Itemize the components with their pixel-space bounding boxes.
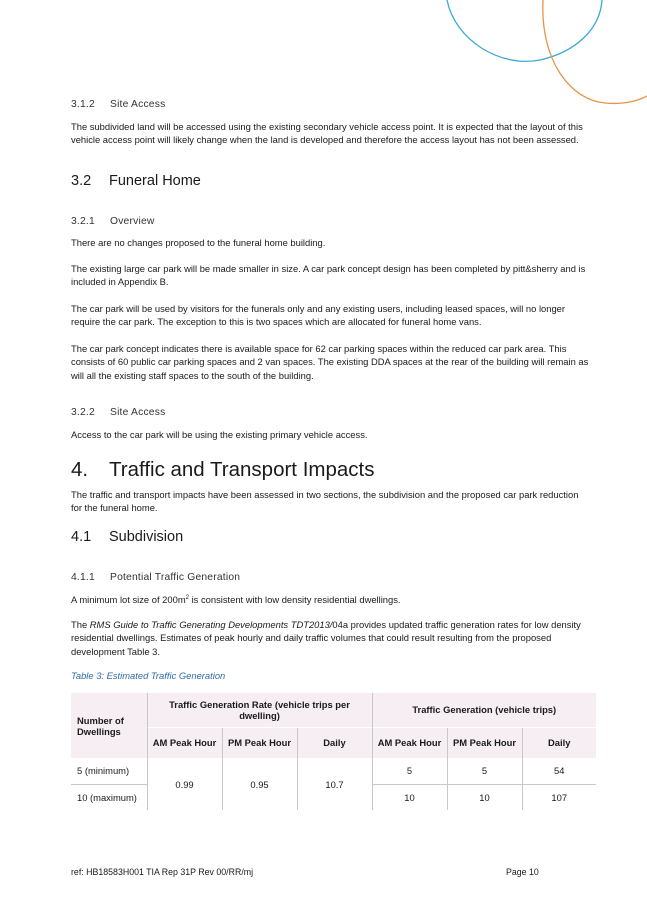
header-rate-daily: Daily: [297, 727, 372, 758]
heading-4-1: 4.1 Subdivision: [71, 529, 184, 545]
heading-3-2: 3.2 Funeral Home: [71, 173, 201, 189]
cell-dwellings: 10 (maximum): [77, 791, 137, 803]
heading-3-2-2: 3.2.2 Site Access: [71, 407, 166, 418]
orange-arc: [543, 0, 647, 103]
paragraph-no-changes: There are no changes proposed to the funeral home building.: [71, 237, 326, 248]
cell-gen-pm: 10: [447, 784, 522, 810]
heading-3-2-1: 3.2.1 Overview: [71, 216, 155, 227]
header-gen-pm-peak: PM Peak Hour: [447, 727, 522, 758]
heading-4-1-1: 4.1.1 Potential Traffic Generation: [71, 572, 241, 583]
decorative-arcs: [0, 0, 647, 110]
cell-gen-pm: 5: [447, 758, 522, 784]
header-generation-rate: Traffic Generation Rate (vehicle trips per dwelling): [147, 693, 372, 727]
cell-dwellings: 5 (minimum): [77, 765, 130, 777]
heading-4: 4. Traffic and Transport Impacts: [71, 458, 375, 481]
paragraph-lot-size: A minimum lot size of $200m^2$ is consistent with low density residential dwellings.: [71, 594, 401, 605]
paragraph-car-park-concept: The car park concept indicates there is available space for 62 car parking spaces within the reduced car park area. This consists of 60 public car parking spaces and 2 van spaces. The existing DDA spaces at the rear of the building will remain as will all the existing staff spaces to the south of the building.: [71, 343, 589, 381]
header-gen-daily: Daily: [522, 727, 596, 758]
paragraph-rms-guide: The RMS Guide to Traffic Generating Developments TDT2013/04a provides updated traffic generation rates for low density residential dwellings. Estimates of peak hourly and daily traffic volumes that could result resulting from the proposed development Table 3.: [71, 619, 581, 657]
paragraph-car-park-access: Access to the car park will be using the existing primary vehicle access.: [71, 429, 368, 440]
paragraph-car-park-use: The car park will be used by visitors for the funerals only and any existing users, including leased spaces, will no longer require the car park. The exception to this is two spaces which are allocated for funeral home vans.: [71, 303, 566, 328]
traffic-generation-table: [71, 693, 596, 810]
table-row: [71, 758, 596, 784]
paragraph-car-park-smaller: The existing large car park will be made smaller in size. A car park concept design has been completed by pitt&sherry and is included in Appendix B.: [71, 263, 586, 288]
footer-reference: ref: HB18583H001 TIA Rep 31P Rev 00/RR/mj: [71, 867, 254, 877]
footer-page-number: Page 10: [506, 867, 539, 877]
cell-gen-daily: 107: [522, 784, 596, 810]
heading-3-1-2: 3.1.2 Site Access: [71, 99, 166, 110]
cell-rate-pm: 0.95: [222, 758, 297, 810]
blue-arc: [447, 0, 602, 61]
table-caption: Table 3: Estimated Traffic Generation: [71, 670, 226, 681]
paragraph-impacts-intro: The traffic and transport impacts have been assessed in two sections, the subdivision and the proposed car park reduction for the funeral home.: [71, 489, 579, 514]
header-generation-total: Traffic Generation (vehicle trips): [372, 693, 596, 727]
cell-gen-am: 10: [372, 784, 447, 810]
cell-gen-daily: 54: [522, 758, 596, 784]
header-number-of-dwellings: Number of Dwellings: [71, 693, 147, 758]
header-rate-am-peak: AM Peak Hour: [147, 727, 222, 758]
header-rate-pm-peak: PM Peak Hour: [222, 727, 297, 758]
header-gen-am-peak: AM Peak Hour: [372, 727, 447, 758]
cell-rate-daily: 10.7: [297, 758, 372, 810]
cell-gen-am: 5: [372, 758, 447, 784]
paragraph-site-access-subdivision: The subdivided land will be accessed using the existing secondary vehicle access point. It is expected that the layout of this vehicle access point will likely change when the land is developed and therefore the access layout has not been assessed.: [71, 121, 583, 146]
cell-rate-am: 0.99: [147, 758, 222, 810]
